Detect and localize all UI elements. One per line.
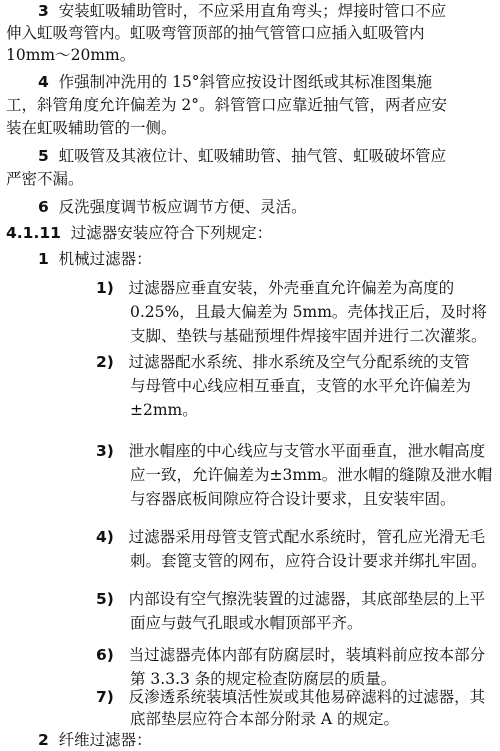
list-item-3-line-2 bbox=[130, 464, 492, 486]
list-item-1-line-2 bbox=[130, 301, 487, 323]
paragraph-text: 伸入虹吸弯管内。虹吸弯管顶部的抽气管管口应插入虹吸管内 bbox=[6, 24, 425, 42]
item-5-line-1 bbox=[38, 145, 446, 167]
list-item-number: 1) bbox=[96, 279, 114, 297]
list-item-3-line-1 bbox=[96, 440, 485, 462]
list-item-4-line-2 bbox=[130, 550, 487, 572]
list-item-7-line-2 bbox=[130, 708, 399, 730]
list-item-text: 过滤器采用母管支管式配水系统时，管孔应光滑无毛 bbox=[128, 528, 486, 546]
paragraph-text: 安装虹吸辅助管时，不应采用直角弯头；焊接时管口不应 bbox=[58, 2, 447, 20]
list-item-text: 反渗透系统装填活性炭或其他易碎滤料的过滤器，其 bbox=[128, 688, 486, 706]
list-item-text: 过滤器应垂直安装，外壳垂直允许偏差为高度的 bbox=[128, 279, 455, 297]
list-item-number: 6) bbox=[96, 646, 114, 664]
item-5-line-2 bbox=[6, 168, 84, 190]
list-item-text: ±2mm。 bbox=[130, 401, 198, 419]
list-item-number: 3) bbox=[96, 442, 114, 460]
item-4-line-2 bbox=[6, 94, 447, 116]
list-item-1-line-1 bbox=[96, 277, 454, 299]
list-item-2-line-3 bbox=[130, 399, 198, 421]
item-3-line-1 bbox=[38, 0, 446, 22]
item-3-line-3 bbox=[6, 44, 135, 66]
list-item-6-line-1 bbox=[96, 644, 485, 666]
paragraph-text: 严密不漏。 bbox=[6, 170, 84, 188]
list-item-4-line-1 bbox=[96, 526, 485, 548]
paragraph-text: 装在虹吸辅助管的一侧。 bbox=[6, 119, 177, 137]
paragraph-text: 作强制冲洗用的 15°斜管应按设计图纸或其标准图集施 bbox=[58, 73, 433, 91]
list-item-text: 支脚、垫铁与基础预埋件焊接牢固并进行二次灌浆。 bbox=[130, 327, 487, 345]
subsection-title: 纤维过滤器： bbox=[58, 731, 152, 749]
list-item-3-line-3 bbox=[130, 488, 456, 510]
list-item-2-line-2 bbox=[130, 375, 471, 397]
list-item-text: 过滤器配水系统、排水系统及空气分配系统的支管 bbox=[128, 353, 470, 371]
list-item-text: 当过滤器壳体内部有防腐层时，装填料前应按本部分 bbox=[128, 646, 486, 664]
list-item-number: 5) bbox=[96, 590, 114, 608]
list-item-text: 应一致，允许偏差为±3mm。泄水帽的缝隙及泄水帽 bbox=[130, 466, 493, 484]
section-number: 4.1.11 bbox=[6, 224, 61, 242]
list-item-text: 内部设有空气擦洗装置的过滤器，其底部垫层的上平 bbox=[128, 590, 486, 608]
item-4-line-3 bbox=[6, 117, 177, 139]
item-6-line-1 bbox=[38, 196, 307, 218]
item-number: 4 bbox=[38, 73, 49, 91]
list-item-text: 第 3.3.3 条的规定检查防腐层的质量。 bbox=[130, 670, 397, 688]
list-item-1-line-3 bbox=[130, 325, 487, 347]
subsection-number: 1 bbox=[38, 250, 49, 268]
subsection-1-heading bbox=[38, 248, 152, 270]
item-number: 5 bbox=[38, 147, 49, 165]
section-title: 过滤器安装应符合下列规定： bbox=[70, 224, 273, 242]
list-item-5-line-1 bbox=[96, 588, 485, 610]
list-item-text: 与母管中心线应相互垂直，支管的水平允许偏差为 bbox=[130, 377, 472, 395]
list-item-5-line-2 bbox=[130, 612, 363, 634]
paragraph-text: 工，斜管角度允许偏差为 2°。斜管管口应靠近抽气管，两者应安 bbox=[6, 96, 448, 114]
list-item-text: 泄水帽座的中心线应与支管水平面垂直，泄水帽高度 bbox=[128, 442, 486, 460]
item-number: 6 bbox=[38, 198, 49, 216]
list-item-number: 4) bbox=[96, 528, 114, 546]
item-number: 3 bbox=[38, 2, 49, 20]
list-item-text: 与容器底板间隙应符合设计要求，且安装牢固。 bbox=[130, 490, 456, 508]
subsection-title: 机械过滤器： bbox=[58, 250, 152, 268]
item-4-line-1 bbox=[38, 71, 432, 93]
list-item-text: 面应与鼓气孔眼或水帽顶部平齐。 bbox=[130, 614, 363, 632]
list-item-number: 2) bbox=[96, 353, 114, 371]
list-item-text: 底部垫层应符合本部分附录 A 的规定。 bbox=[130, 710, 400, 728]
list-item-text: 刺。套篦支管的网布，应符合设计要求并绑扎牢固。 bbox=[130, 552, 487, 570]
section-heading bbox=[6, 222, 272, 244]
subsection-number: 2 bbox=[38, 731, 49, 749]
paragraph-text: 10mm～20mm。 bbox=[6, 46, 136, 64]
list-item-2-line-1 bbox=[96, 351, 470, 373]
list-item-text: 0.25%，且最大偏差为 5mm。壳体找正后，及时将 bbox=[130, 303, 487, 321]
paragraph-text: 虹吸管及其液位计、虹吸辅助管、抽气管、虹吸破坏管应 bbox=[58, 147, 447, 165]
item-3-line-2 bbox=[6, 22, 425, 44]
list-item-number: 7) bbox=[96, 688, 114, 706]
subsection-2-heading bbox=[38, 729, 152, 751]
list-item-7-line-1 bbox=[96, 686, 485, 708]
paragraph-text: 反洗强度调节板应调节方便、灵活。 bbox=[58, 198, 307, 216]
